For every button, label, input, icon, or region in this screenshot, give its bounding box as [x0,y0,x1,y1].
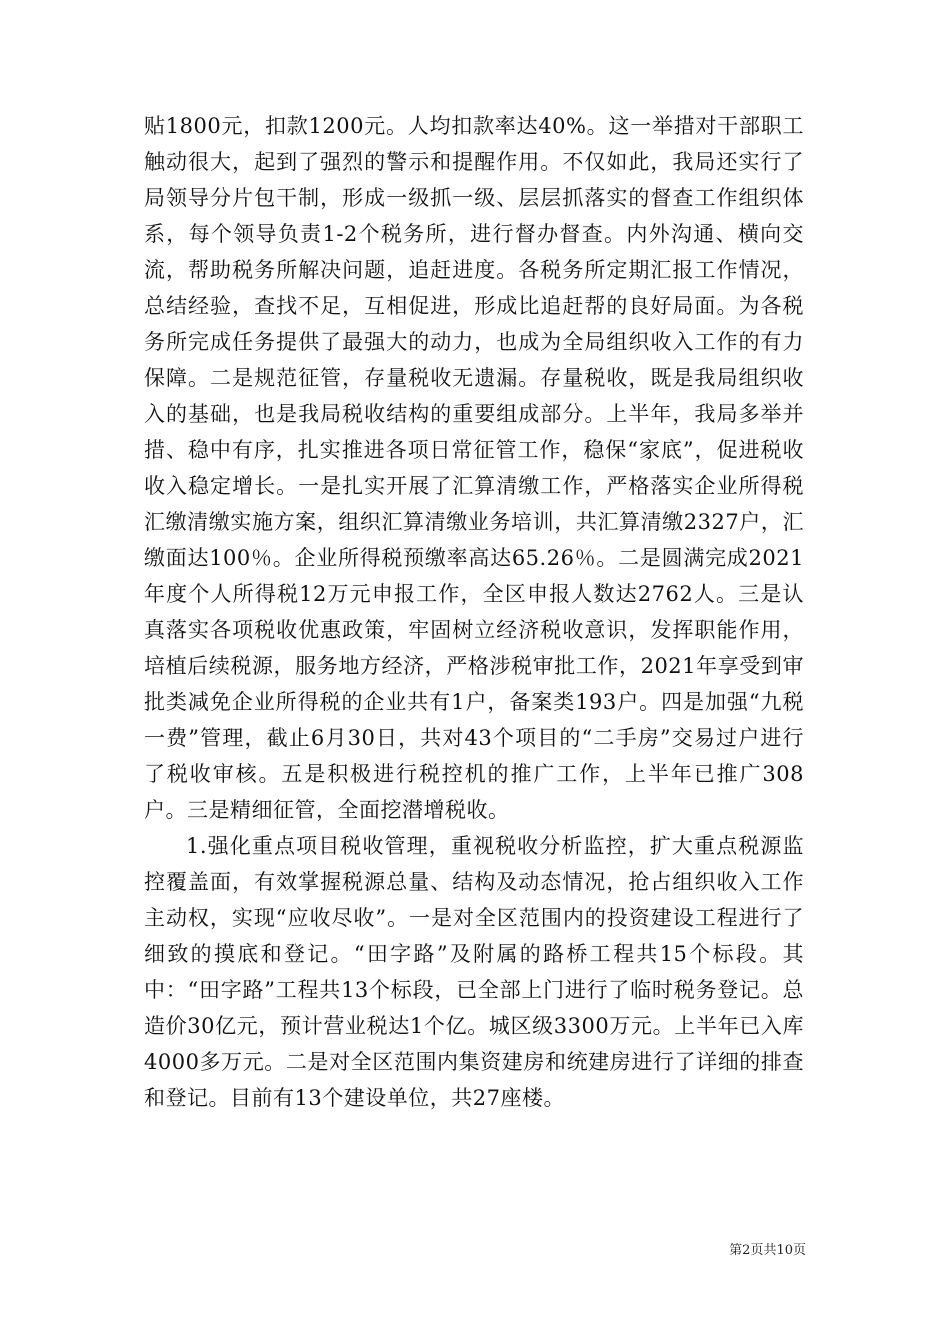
paragraph-1: 贴1800元，扣款1200元。人均扣款率达40%。这一举措对干部职工触动很大，起到了强烈的警示和提醒作用。不仅如此，我局还实行了局领导分片包干制，形成一级抓一级、层层抓落实的督查工作组织体系，每个领导负责1-2个税务所，进行督办督查。内外沟通、横向交流，帮助税务所解决问题，追赶进度。各税务所定期汇报工作情况，总结经验，查找不足，互相促进，形成比追赶帮的良好局面。为各税务所完成任务提供了最强大的动力，也成为全局组织收入工作的有力保障。二是规范征管，存量税收无遗漏。存量税收，既是我局组织收入的基础，也是我局税收结构的重要组成部分。上半年，我局多举并措、稳中有序，扎实推进各项日常征管工作，稳保“家底”，促进税收收入稳定增长。一是扎实开展了汇算清缴工作，严格落实企业所得税汇缴清缴实施方案，组织汇算清缴业务培训，共汇算清缴2327户，汇缴面达100％。企业所得税预缴率高达65.26％。二是圆满完成2021年度个人所得税12万元申报工作，全区申报人数达2762人。三是认真落实各项税收优惠政策，牢固树立经济税收意识，发挥职能作用，培植后续税源，服务地方经济，严格涉税审批工作，2021年享受到审批类减免企业所得税的企业共有1户，备案类193户。四是加强“九税一费”管理，截止6月30日，共对43个项目的“二手房”交易过户进行了税收审核。五是积极进行税控机的推广工作，上半年已推广308户。三是精细征管，全面挖潜增税收。 [144,114,804,822]
paragraph-2: 1.强化重点项目税收管理，重视税收分析监控，扩大重点税源监控覆盖面，有效掌握税源总量、结构及动态情况，抢占组织收入工作主动权，实现“应收尽收”。一是对全区范围内的投资建设工程进行了细致的摸底和登记。“田字路”及附属的路桥工程共15个标段。其中：“田字路”工程共13个标段，已全部上门进行了临时税务登记。总造价30亿元，预计营业税达1个亿。城区级3300万元。上半年已入库4000多万元。二是对全区范围内集资建房和统建房进行了详细的排查和登记。目前有13个建设单位，共27座楼。 [144,834,804,1110]
document-body [144,108,804,1116]
page-number: 第2页共10页 [729,1243,806,1258]
